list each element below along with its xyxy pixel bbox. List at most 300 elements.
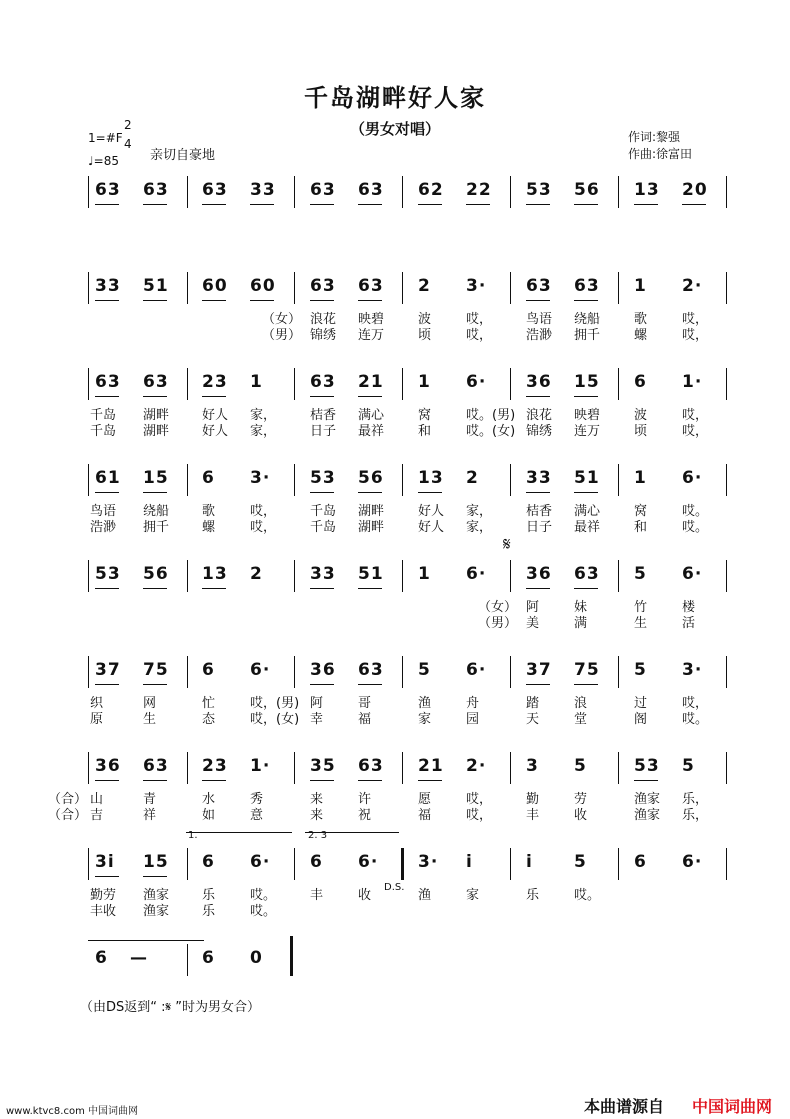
note-group: i — [466, 852, 473, 872]
bar-line — [402, 656, 403, 688]
beam-line — [574, 588, 598, 589]
bar-line — [187, 752, 188, 784]
beam-line — [95, 588, 119, 589]
lyric-text: 拥千 — [574, 328, 601, 343]
lyricist-credit: 作词:黎强 — [628, 130, 681, 144]
beam-line — [634, 204, 658, 205]
lyric-text: 哎。 — [682, 504, 709, 519]
lyric-text: 满心 — [358, 408, 385, 423]
lyric-text: 哎， — [466, 328, 493, 343]
bar-line — [510, 848, 511, 880]
lyric-text: 福 — [358, 712, 372, 727]
lyric-text: 忙 — [202, 696, 216, 711]
note-group: 33 — [95, 276, 121, 296]
bar-line — [88, 368, 89, 400]
note-group: 33 — [310, 564, 336, 584]
beam-line — [202, 204, 226, 205]
beam-line — [202, 588, 226, 589]
double-barline — [401, 848, 404, 880]
bar-line — [88, 176, 89, 208]
lyric-text: 哎， — [466, 312, 493, 327]
lyric-text: 湖畔 — [358, 504, 385, 519]
note-group: 6 — [202, 852, 215, 872]
lyric-text: 过 — [634, 696, 648, 711]
lyric-text: 哎， — [466, 808, 493, 823]
lyric-text: 哎。 — [682, 712, 709, 727]
lyric-text: 满 — [574, 616, 588, 631]
beam-line — [466, 204, 490, 205]
note-group: 63 — [310, 276, 336, 296]
bar-line — [294, 752, 295, 784]
lyric-text: 家， — [250, 424, 277, 439]
time-signature-top: 2 — [124, 118, 132, 132]
bar-line — [726, 656, 727, 688]
lyric-text: 好人 — [202, 424, 229, 439]
note-group: 5 — [634, 564, 647, 584]
note-group: 63 — [526, 276, 552, 296]
lyric-text: 哎， — [682, 696, 709, 711]
lyric-text: 来 — [310, 808, 324, 823]
beam-line — [250, 204, 274, 205]
bar-line — [510, 464, 511, 496]
beam-line — [143, 876, 167, 877]
beam-line — [310, 300, 334, 301]
lyric-text: 哎。 — [682, 520, 709, 535]
note-group: 15 — [143, 852, 169, 872]
lyric-text: 哎。(男) — [466, 408, 516, 423]
lyric-text: 勤劳 — [90, 888, 117, 903]
note-group: 3· — [418, 852, 439, 872]
lyric-text: 哎。 — [250, 904, 277, 919]
bar-line — [187, 560, 188, 592]
lyric-text: 锦绣 — [526, 424, 553, 439]
lyric-text: 好人 — [418, 504, 445, 519]
bar-line — [726, 560, 727, 592]
lyric-text: 园 — [466, 712, 480, 727]
note-group: 36 — [526, 372, 552, 392]
lyric-text: 妹 — [574, 600, 588, 615]
beam-line — [310, 204, 334, 205]
lyric-text: 渔家 — [634, 792, 661, 807]
beam-line — [95, 396, 119, 397]
lyric-text: （合） — [48, 792, 88, 807]
note-group: 35 — [310, 756, 336, 776]
lyric-text: 螺 — [634, 328, 648, 343]
lyric-text: 湖畔 — [143, 424, 170, 439]
lyric-text: 丰 — [310, 888, 324, 903]
note-group: 6· — [682, 468, 703, 488]
note-group: 13 — [634, 180, 660, 200]
beam-line — [418, 780, 442, 781]
note-group: 63 — [95, 180, 121, 200]
lyric-text: 祥 — [143, 808, 157, 823]
lyric-text: 家， — [466, 520, 493, 535]
note-group: 3· — [250, 468, 271, 488]
lyric-text: 乐 — [202, 904, 216, 919]
bar-line — [88, 464, 89, 496]
lyric-text: 渔 — [418, 888, 432, 903]
volta-2-label: 2. 3 — [308, 830, 328, 841]
note-group: 37 — [526, 660, 552, 680]
bar-line — [618, 848, 619, 880]
bar-line — [88, 656, 89, 688]
note-group: 56 — [358, 468, 384, 488]
note-group: 2· — [466, 756, 487, 776]
beam-line — [526, 204, 550, 205]
note-group: 15 — [574, 372, 600, 392]
beam-line — [358, 684, 382, 685]
note-group: 6· — [682, 852, 703, 872]
bar-line — [294, 848, 295, 880]
note-group: 6 — [310, 852, 323, 872]
final-line — [88, 940, 204, 941]
bar-line — [618, 368, 619, 400]
note-group: 3· — [682, 660, 703, 680]
note-group: 75 — [143, 660, 169, 680]
lyric-text: 哎，(女) — [250, 712, 300, 727]
beam-line — [634, 780, 658, 781]
lyric-text: 湖畔 — [143, 408, 170, 423]
lyric-text: 乐 — [202, 888, 216, 903]
lyric-text: 幸 — [310, 712, 324, 727]
note-group: 56 — [574, 180, 600, 200]
beam-line — [358, 780, 382, 781]
note-group: 1 — [250, 372, 263, 392]
note-group: 51 — [358, 564, 384, 584]
lyric-text: 最祥 — [574, 520, 601, 535]
bar-line — [618, 176, 619, 208]
lyric-text: 好人 — [418, 520, 445, 535]
bar-line — [187, 272, 188, 304]
lyric-text: 哎，(男) — [250, 696, 300, 711]
lyric-text: 堂 — [574, 712, 588, 727]
bar-line — [726, 272, 727, 304]
lyric-text: 千岛 — [310, 520, 337, 535]
note-group: 21 — [358, 372, 384, 392]
note-group: 53 — [526, 180, 552, 200]
lyric-text: 哥 — [358, 696, 372, 711]
note-group: 6 — [202, 948, 215, 968]
beam-line — [202, 396, 226, 397]
song-title: 千岛湖畔好人家 — [304, 84, 486, 112]
note-group: 5 — [682, 756, 695, 776]
lyric-text: 青 — [143, 792, 157, 807]
note-group: 37 — [95, 660, 121, 680]
beam-line — [143, 780, 167, 781]
lyric-text: （女） — [478, 600, 518, 615]
lyric-text: 原 — [90, 712, 104, 727]
lyric-text: 波 — [418, 312, 432, 327]
beam-line — [143, 684, 167, 685]
lyric-text: 浩渺 — [526, 328, 553, 343]
bar-line — [294, 464, 295, 496]
note-group: 63 — [143, 372, 169, 392]
lyric-text: 浪 — [574, 696, 588, 711]
note-group: 0 — [250, 948, 263, 968]
lyric-text: 浩渺 — [90, 520, 117, 535]
beam-line — [143, 396, 167, 397]
note-group: 3· — [466, 276, 487, 296]
lyric-text: （男） — [262, 328, 302, 343]
note-group: 63 — [358, 180, 384, 200]
note-group: 3i — [95, 852, 115, 872]
note-group: 2 — [418, 276, 431, 296]
lyric-text: 桔香 — [526, 504, 553, 519]
note-group: 60 — [250, 276, 276, 296]
bar-line — [402, 752, 403, 784]
note-group: 63 — [310, 372, 336, 392]
note-group: 6 — [634, 372, 647, 392]
bar-line — [187, 176, 188, 208]
note-group: 3 — [526, 756, 539, 776]
beam-line — [95, 684, 119, 685]
lyric-text: 哎， — [682, 328, 709, 343]
lyric-text: 美 — [526, 616, 540, 631]
lyric-text: 绕船 — [143, 504, 170, 519]
bar-line — [618, 272, 619, 304]
note-group: 6· — [682, 564, 703, 584]
lyric-text: 桔香 — [310, 408, 337, 423]
lyric-text: 祝 — [358, 808, 372, 823]
note-group: 6 — [95, 948, 108, 968]
song-subtitle: （男女对唱） — [349, 120, 440, 138]
beam-line — [202, 780, 226, 781]
bar-line — [510, 656, 511, 688]
bar-line — [402, 464, 403, 496]
lyric-text: 如 — [202, 808, 216, 823]
bar-line — [726, 368, 727, 400]
tempo-mark: ♩=85 — [88, 154, 119, 168]
note-group: 56 — [143, 564, 169, 584]
bar-line — [88, 560, 89, 592]
note-group: 6 — [202, 660, 215, 680]
lyric-text: 生 — [143, 712, 157, 727]
note-group: 63 — [202, 180, 228, 200]
lyric-text: 福 — [418, 808, 432, 823]
beam-line — [95, 492, 119, 493]
lyric-text: 日子 — [310, 424, 337, 439]
lyric-text: 哎， — [250, 504, 277, 519]
note-group: 6 — [634, 852, 647, 872]
note-group: 5 — [418, 660, 431, 680]
lyric-text: 家 — [418, 712, 432, 727]
footer-source-name: 中国词曲网 — [692, 1097, 773, 1116]
beam-line — [574, 492, 598, 493]
lyric-text: 乐 — [526, 888, 540, 903]
lyric-text: 秀 — [250, 792, 264, 807]
lyric-text: 山 — [90, 792, 104, 807]
lyric-text: 哎， — [250, 520, 277, 535]
lyric-text: 织 — [90, 696, 104, 711]
lyric-text: 窝 — [418, 408, 432, 423]
lyric-text: 收 — [574, 808, 588, 823]
note-group: 36 — [95, 756, 121, 776]
beam-line — [250, 300, 274, 301]
note-group: 63 — [143, 180, 169, 200]
lyric-text: 丰 — [526, 808, 540, 823]
lyric-text: 渔家 — [143, 904, 170, 919]
note-group: 5 — [634, 660, 647, 680]
bar-line — [618, 752, 619, 784]
lyric-text: 哎， — [682, 424, 709, 439]
lyric-text: 顷 — [634, 424, 648, 439]
beam-line — [418, 204, 442, 205]
note-group: 13 — [418, 468, 444, 488]
beam-line — [574, 684, 598, 685]
lyric-text: 浪花 — [310, 312, 337, 327]
lyric-text: 舟 — [466, 696, 480, 711]
note-group: 6· — [466, 372, 487, 392]
bar-line — [510, 560, 511, 592]
note-group: 22 — [466, 180, 492, 200]
note-group: 1 — [418, 564, 431, 584]
bar-line — [402, 272, 403, 304]
footer-source-label: 本曲谱源自 — [584, 1097, 665, 1116]
lyric-text: 家， — [466, 504, 493, 519]
note-group: 20 — [682, 180, 708, 200]
footer-site-left: www.ktvc8.com 中国词曲网 — [6, 1106, 139, 1117]
expression-mark: 亲切自豪地 — [150, 148, 216, 163]
lyric-text: 满心 — [574, 504, 601, 519]
note-group: 51 — [574, 468, 600, 488]
lyric-text: 渔家 — [634, 808, 661, 823]
lyric-text: 阿 — [310, 696, 324, 711]
beam-line — [418, 492, 442, 493]
lyric-text: 丰收 — [90, 904, 117, 919]
volta-1-bracket — [186, 832, 292, 833]
time-signature-bottom: 4 — [124, 137, 132, 151]
lyric-text: 哎， — [682, 312, 709, 327]
beam-line — [574, 204, 598, 205]
beam-line — [358, 204, 382, 205]
lyric-text: 家， — [250, 408, 277, 423]
lyric-text: 哎。(女) — [466, 424, 516, 439]
bar-line — [510, 176, 511, 208]
lyric-text: 乐， — [682, 792, 709, 807]
note-group: 6· — [466, 564, 487, 584]
lyric-text: （合） — [48, 808, 88, 823]
beam-line — [143, 588, 167, 589]
note-group: 75 — [574, 660, 600, 680]
bar-line — [88, 848, 89, 880]
note-group: 63 — [358, 756, 384, 776]
lyric-text: 浪花 — [526, 408, 553, 423]
note-group: 63 — [95, 372, 121, 392]
beam-line — [95, 204, 119, 205]
lyric-text: 锦绣 — [310, 328, 337, 343]
note-group: 51 — [143, 276, 169, 296]
lyric-text: 楼 — [682, 600, 696, 615]
lyric-text: 哎， — [466, 792, 493, 807]
lyric-text: 勤 — [526, 792, 540, 807]
lyric-text: （女） — [262, 312, 302, 327]
note-group: 6· — [250, 660, 271, 680]
lyric-text: 歌 — [634, 312, 648, 327]
bar-line — [618, 656, 619, 688]
bar-line — [510, 368, 511, 400]
beam-line — [526, 492, 550, 493]
beam-line — [310, 396, 334, 397]
lyric-text: 螺 — [202, 520, 216, 535]
lyric-text: 阁 — [634, 712, 648, 727]
bar-line — [402, 176, 403, 208]
beam-line — [143, 204, 167, 205]
bar-line — [618, 560, 619, 592]
beam-line — [143, 300, 167, 301]
lyric-text: 和 — [418, 424, 432, 439]
bar-line — [510, 272, 511, 304]
lyric-text: （男） — [478, 616, 518, 631]
lyric-text: 顷 — [418, 328, 432, 343]
lyric-text: 哎。 — [250, 888, 277, 903]
lyric-text: 哎， — [682, 408, 709, 423]
lyric-text: 天 — [526, 712, 540, 727]
lyric-text: 踏 — [526, 696, 540, 711]
lyric-text: 渔家 — [143, 888, 170, 903]
note-group: i — [526, 852, 533, 872]
lyric-text: 千岛 — [90, 424, 117, 439]
note-group: 2 — [250, 564, 263, 584]
key-signature: 1=#F — [88, 131, 123, 145]
performance-note: （由DS返到“ :𝄋 ”时为男女合） — [80, 1000, 260, 1015]
lyric-text: 千岛 — [90, 408, 117, 423]
bar-line — [187, 848, 188, 880]
bar-line — [88, 752, 89, 784]
lyric-text: 竹 — [634, 600, 648, 615]
note-group: 5 — [574, 756, 587, 776]
lyric-text: 拥千 — [143, 520, 170, 535]
note-group: 63 — [574, 564, 600, 584]
lyric-text: 日子 — [526, 520, 553, 535]
bar-line — [187, 368, 188, 400]
note-group: 23 — [202, 372, 228, 392]
bar-line — [402, 368, 403, 400]
note-group: 33 — [526, 468, 552, 488]
lyric-text: 吉 — [90, 808, 104, 823]
composer-credit: 作曲:徐富田 — [628, 147, 693, 161]
note-group: 13 — [202, 564, 228, 584]
segno-mark: 𝄋 — [503, 534, 511, 555]
note-group: 6· — [466, 660, 487, 680]
bar-line — [294, 272, 295, 304]
note-group: 61 — [95, 468, 121, 488]
beam-line — [574, 396, 598, 397]
lyric-text: 愿 — [418, 792, 432, 807]
note-group: 36 — [526, 564, 552, 584]
lyric-text: 水 — [202, 792, 216, 807]
bar-line — [510, 752, 511, 784]
beam-line — [310, 780, 334, 781]
note-group: 23 — [202, 756, 228, 776]
beam-line — [526, 300, 550, 301]
note-group: 6· — [358, 852, 379, 872]
beam-line — [358, 492, 382, 493]
lyric-text: 鸟语 — [90, 504, 117, 519]
note-group: 1 — [634, 468, 647, 488]
note-group: 2· — [682, 276, 703, 296]
lyric-text: 绕船 — [574, 312, 601, 327]
note-group: 33 — [250, 180, 276, 200]
beam-line — [358, 396, 382, 397]
lyric-text: 活 — [682, 616, 696, 631]
beam-line — [310, 588, 334, 589]
note-group: 63 — [574, 276, 600, 296]
beam-line — [202, 300, 226, 301]
note-group: 21 — [418, 756, 444, 776]
bar-line — [726, 752, 727, 784]
beam-line — [682, 204, 706, 205]
lyric-text: 哎。 — [574, 888, 601, 903]
